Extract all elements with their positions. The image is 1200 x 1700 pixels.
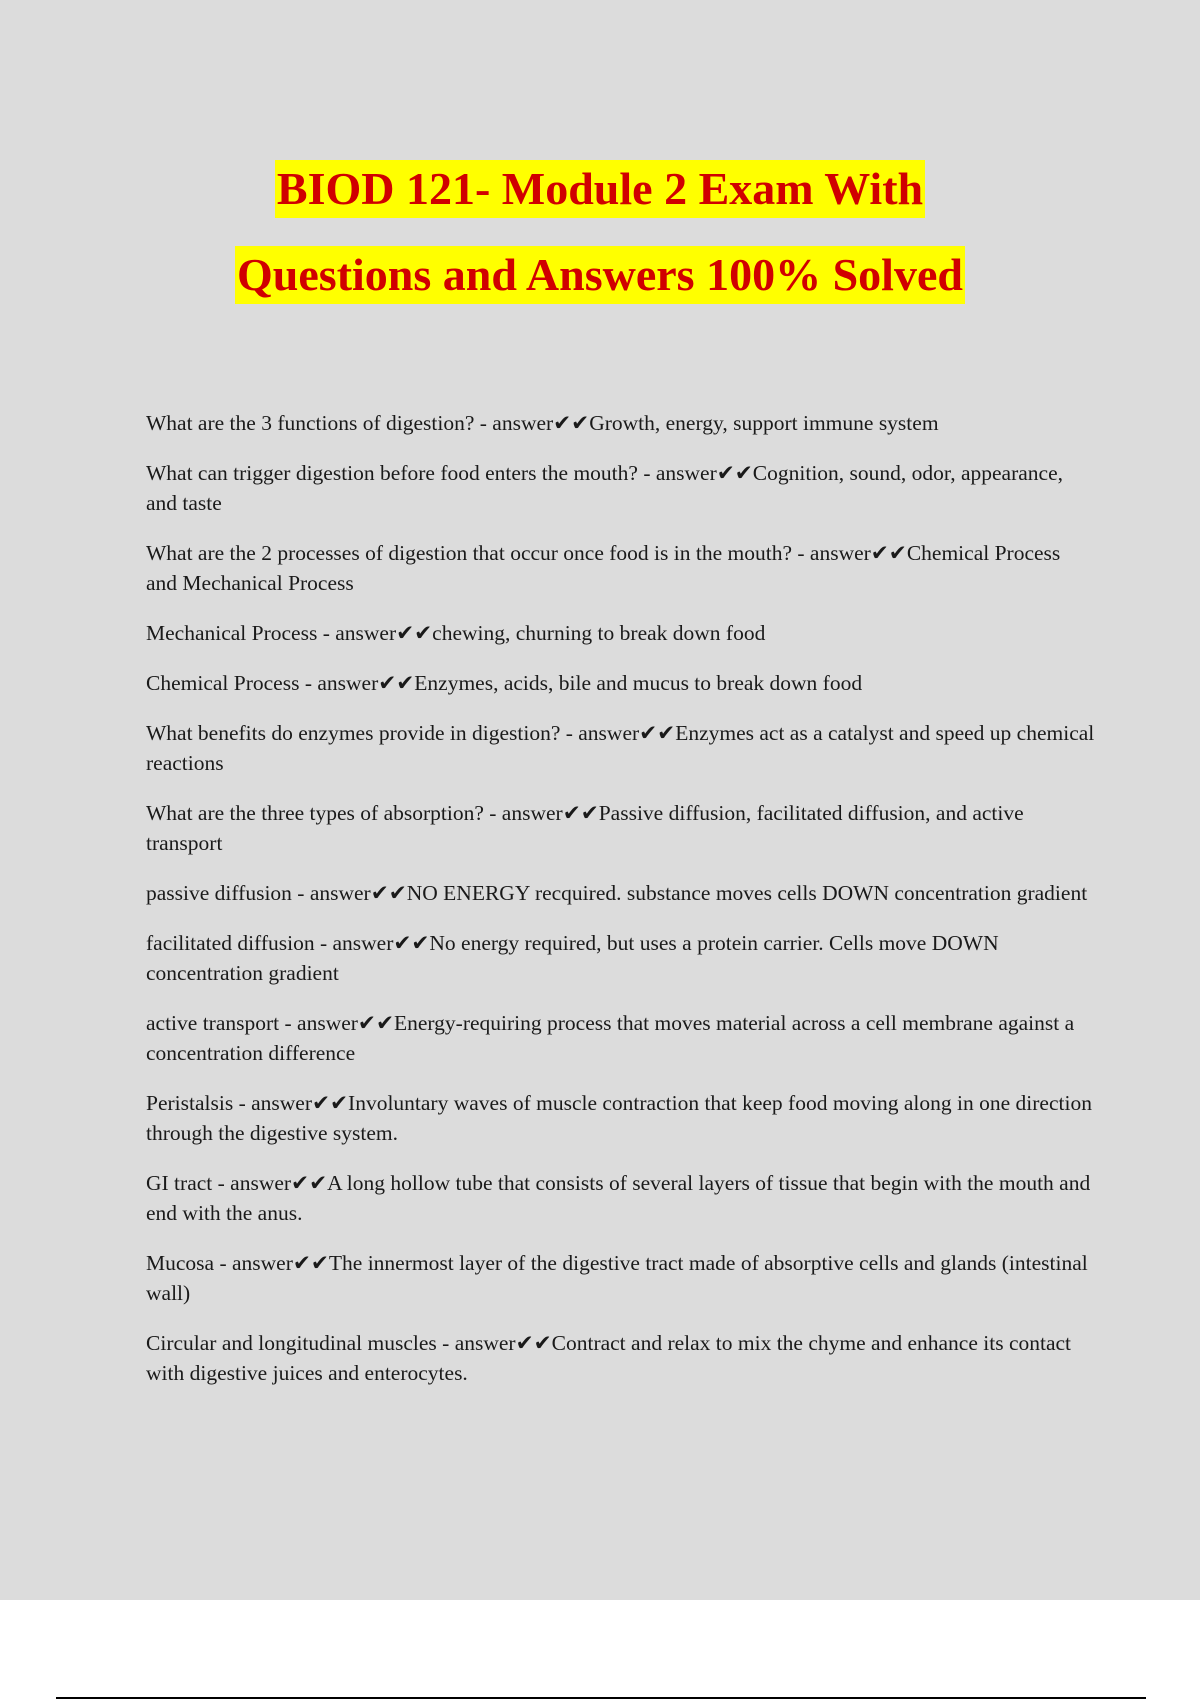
question-text: What are the 3 functions of digestion? - answer✔✔ — [146, 411, 590, 435]
qa-item — [146, 1328, 1096, 1388]
qa-item — [146, 1168, 1096, 1228]
page-bottom-rule — [56, 1697, 1146, 1699]
title-line-2: Questions and Answers 100% Solved — [235, 246, 965, 304]
qa-item — [146, 668, 1096, 698]
question-text: What are the 2 processes of digestion that occur once food is in the mouth? - answer✔✔ — [146, 541, 907, 565]
answer-text: Growth, energy, support immune system — [589, 411, 939, 435]
document-title — [0, 160, 1200, 304]
question-text: Circular and longitudinal muscles - answer✔✔ — [146, 1331, 552, 1355]
answer-text: A long hollow tube that consists of several layers of tissue that begin with the mouth and end with the anus. — [146, 1171, 1091, 1225]
question-text: passive diffusion - answer✔✔ — [146, 881, 407, 905]
qa-item — [146, 1248, 1096, 1308]
question-text: Mechanical Process - answer✔✔ — [146, 621, 433, 645]
qa-item — [146, 718, 1096, 778]
answer-text: Involuntary waves of muscle contraction that keep food moving along in one direction through the digestive system. — [146, 1091, 1092, 1145]
title-line-1: BIOD 121- Module 2 Exam With — [275, 160, 925, 218]
qa-item — [146, 928, 1096, 988]
question-text: Peristalsis - answer✔✔ — [146, 1091, 349, 1115]
qa-item — [146, 878, 1096, 908]
qa-item — [146, 458, 1096, 518]
qa-item — [146, 538, 1096, 598]
qa-list — [146, 408, 1096, 1408]
answer-text: Energy-requiring process that moves material across a cell membrane against a concentration difference — [146, 1011, 1075, 1065]
qa-item — [146, 798, 1096, 858]
question-text: GI tract - answer✔✔ — [146, 1171, 328, 1195]
question-text: What can trigger digestion before food enters the mouth? - answer✔✔ — [146, 461, 753, 485]
qa-item — [146, 1088, 1096, 1148]
answer-text: NO ENERGY recquired. substance moves cells DOWN concentration gradient — [406, 881, 1088, 905]
answer-text: Passive diffusion, facilitated diffusion, and active transport — [146, 801, 1024, 855]
question-text: Chemical Process - answer✔✔ — [146, 671, 415, 695]
qa-item — [146, 618, 1096, 648]
answer-text: No energy required, but uses a protein carrier. Cells move DOWN concentration gradient — [146, 931, 999, 985]
question-text: active transport - answer✔✔ — [146, 1011, 394, 1035]
question-text: Mucosa - answer✔✔ — [146, 1251, 329, 1275]
answer-text: Enzymes act as a catalyst and speed up chemical reactions — [146, 721, 1095, 775]
answer-text: Cognition, sound, odor, appearance, and taste — [146, 461, 1063, 515]
answer-text: Enzymes, acids, bile and mucus to break down food — [414, 671, 863, 695]
answer-text: The innermost layer of the digestive tract made of absorptive cells and glands (intestinal wall) — [146, 1251, 1088, 1305]
answer-text: chewing, churning to break down food — [432, 621, 766, 645]
answer-text: Contract and relax to mix the chyme and enhance its contact with digestive juices and enterocytes. — [146, 1331, 1072, 1385]
answer-text: Chemical Process and Mechanical Process — [146, 541, 1061, 595]
qa-item — [146, 408, 1096, 438]
question-text: facilitated diffusion - answer✔✔ — [146, 931, 430, 955]
question-text: What benefits do enzymes provide in digestion? - answer✔✔ — [146, 721, 676, 745]
qa-item — [146, 1008, 1096, 1068]
question-text: What are the three types of absorption? - answer✔✔ — [146, 801, 599, 825]
